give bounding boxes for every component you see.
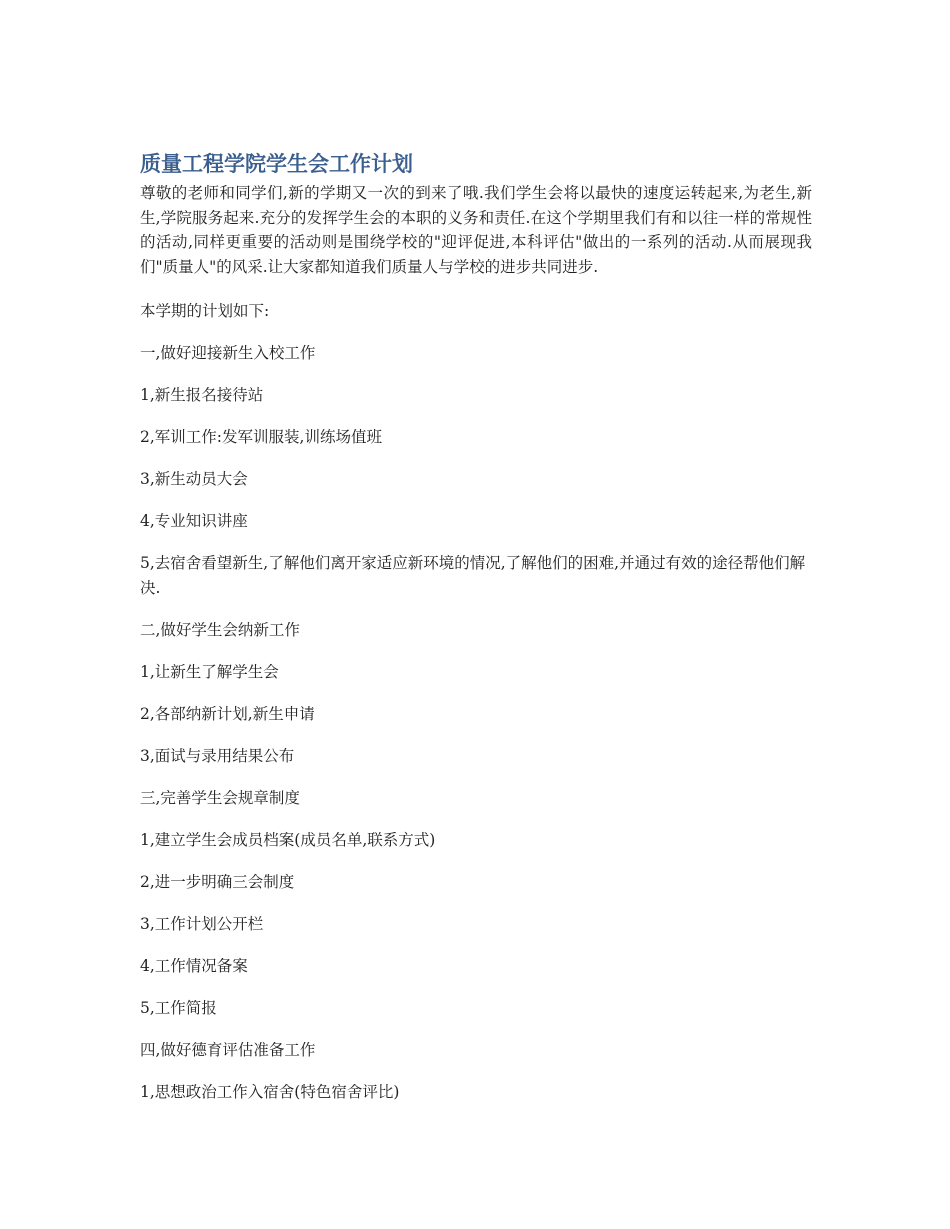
section-1-heading: 一,做好迎接新生入校工作 xyxy=(140,344,316,362)
section-3-heading: 三,完善学生会规章制度 xyxy=(140,788,300,807)
document-body xyxy=(140,149,812,1122)
section-2-heading: 二,做好学生会纳新工作 xyxy=(140,620,300,639)
section-1-item-2: 2,军训工作:发军训服装,训练场值班 xyxy=(140,428,382,446)
section-3-item-3: 3,工作计划公开栏 xyxy=(140,914,264,933)
section-2-item-2: 2,各部纳新计划,新生申请 xyxy=(140,704,315,723)
plan-heading: 本学期的计划如下: xyxy=(140,302,270,320)
section-4-heading: 四,做好德育评估准备工作 xyxy=(140,1040,316,1059)
section-3-item-4: 4,工作情况备案 xyxy=(140,956,248,975)
section-1-item-1: 1,新生报名接待站 xyxy=(140,386,264,404)
section-1-item-3: 3,新生动员大会 xyxy=(140,470,248,488)
intro-paragraph: 尊敬的老师和同学们,新的学期又一次的到来了哦.我们学生会将以最快的速度运转起来,为老生,新生,学院服务起来.充分的发挥学生会的本职的义务和责任.在这个学期里我们有和以往一样的常规性的活动,同样更重要的活动则是围绕学校的"迎评促进,本科评估"做出的一系列的活动.从而展现我们"质量人"的风采.让大家都知道我们质量人与学校的进步共同进步. xyxy=(140,184,812,276)
section-1-item-5: 5,去宿舍看望新生,了解他们离开家适应新环境的情况,了解他们的困难,并通过有效的途径帮他们解决. xyxy=(140,554,806,597)
section-4-item-1: 1,思想政治工作入宿舍(特色宿舍评比) xyxy=(140,1082,400,1101)
section-2-item-3: 3,面试与录用结果公布 xyxy=(140,746,295,765)
section-3-item-5: 5,工作简报 xyxy=(140,998,217,1017)
section-1-item-4: 4,专业知识讲座 xyxy=(140,512,248,530)
section-3-item-2: 2,进一步明确三会制度 xyxy=(140,872,295,891)
document-title: 质量工程学院学生会工作计划 xyxy=(140,152,413,176)
section-2-item-1: 1,让新生了解学生会 xyxy=(140,662,279,681)
section-3-item-1: 1,建立学生会成员档案(成员名单,联系方式) xyxy=(140,830,436,849)
